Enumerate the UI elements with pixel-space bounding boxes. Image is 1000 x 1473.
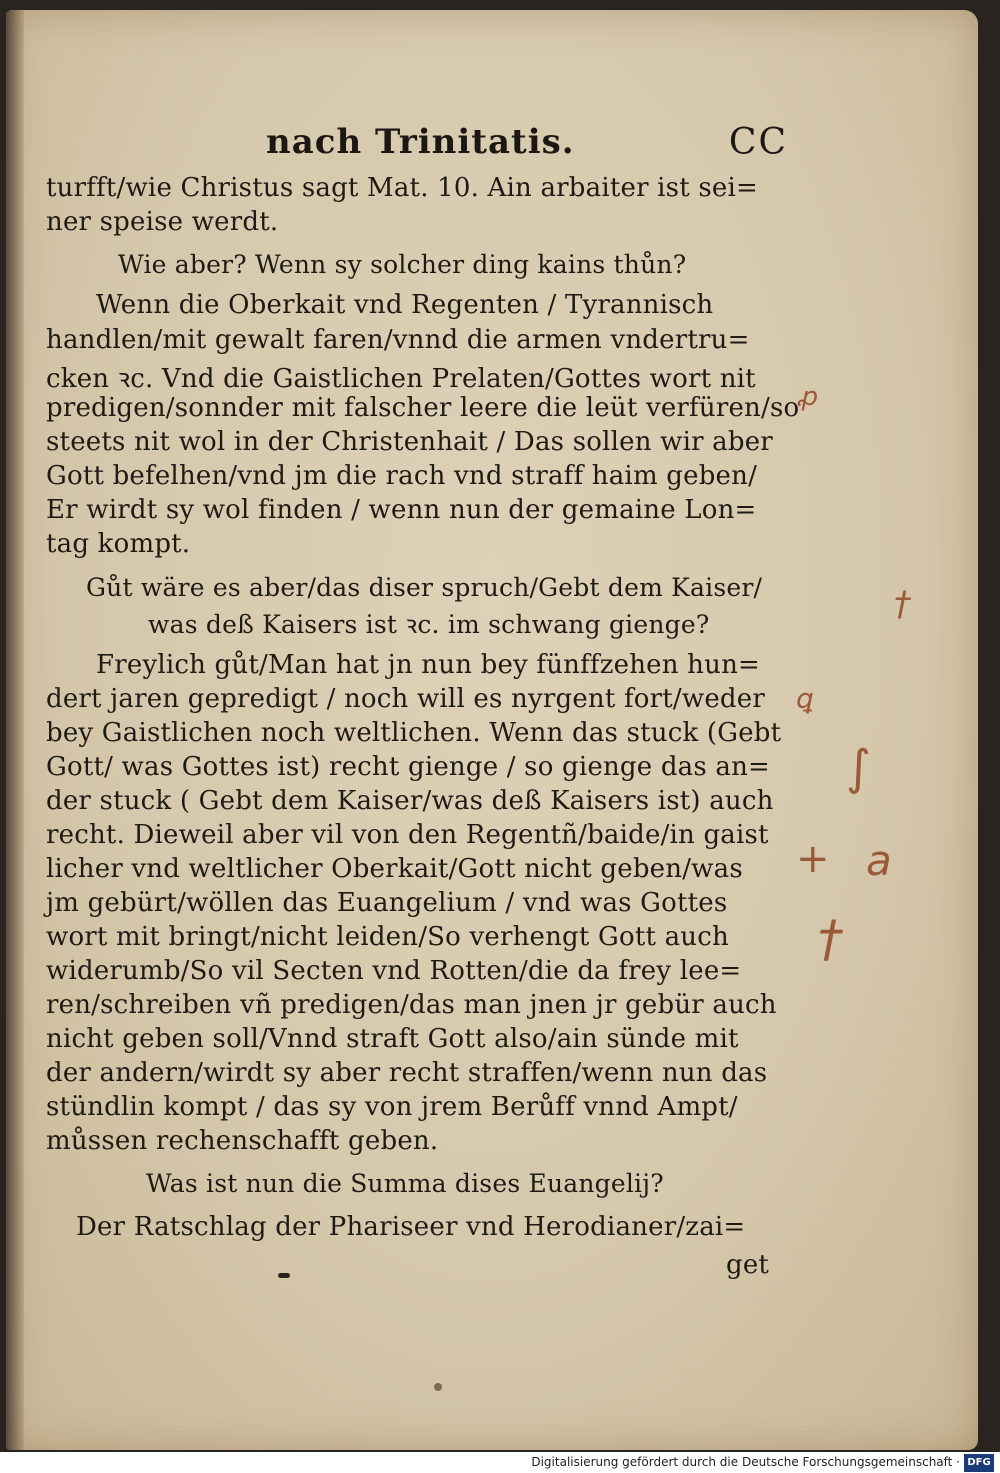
question-line: Gůt wäre es aber/das diser spruch/Gebt dem Kaiser/ [86, 573, 763, 602]
text-line: handlen/mit gewalt faren/vnnd die armen vndertru= [46, 325, 750, 355]
text-line: bey Gaistlichen noch weltlichen. Wenn das stuck (Gebt [46, 718, 782, 748]
text-line: widerumb/So vil Secten vnd Rotten/die da frey lee= [46, 956, 742, 986]
text-line: Gott/ was Gottes ist) recht gienge / so gienge das an= [46, 752, 771, 782]
text-line: Wenn die Oberkait vnd Regenten / Tyrannisch [96, 290, 714, 320]
margin-note: a [866, 836, 892, 885]
running-title: nach Trinitatis. [266, 122, 575, 162]
margin-note: + [796, 836, 830, 882]
text-line: recht. Dieweil aber vil von den Regentñ/baide/in gaist [46, 820, 769, 850]
folio-number: CC [728, 122, 788, 163]
text-line: licher vnd weltlicher Oberkait/Gott nicht geben/was [46, 854, 743, 884]
ink-speck [278, 1273, 290, 1278]
dfg-logo: DFG [964, 1454, 994, 1472]
ink-speck [434, 1383, 442, 1391]
text-line: steets nit wol in der Christenhait / Das sollen wir aber [46, 427, 773, 457]
text-line: Er wirdt sy wol finden / wenn nun der gemaine Lon= [46, 495, 757, 525]
margin-note: ∫ [846, 740, 872, 796]
question-line: was deß Kaisers ist ꝛc. im schwang gienge? [148, 610, 710, 639]
margin-note: ꝗ [796, 682, 814, 715]
text-line: tag kompt. [46, 529, 191, 559]
text-line: cken ꝛc. Vnd die Gaistlichen Prelaten/Gottes wort nit [46, 364, 756, 394]
digitization-footer [0, 1452, 1000, 1473]
text-line: jm gebürt/wöllen das Euangelium / vnd was Gottes [46, 888, 728, 918]
margin-note: † [894, 584, 911, 624]
text-line: nicht geben soll/Vnnd straft Gott also/ain sünde mit [46, 1024, 739, 1054]
text-line: Freylich gůt/Man hat jn nun bey fünffzehen hun= [96, 650, 760, 680]
text-line: stündlin kompt / das sy von jrem Berůff vnnd Ampt/ [46, 1092, 738, 1122]
text-line: ren/schreiben vñ predigen/das man jnen jr gebür auch [46, 990, 777, 1020]
text-line: predigen/sonnder mit falscher leere die leüt verfüren/so [46, 393, 800, 423]
text-line: der stuck ( Gebt dem Kaiser/was deß Kaisers ist) auch [46, 786, 774, 816]
text-line: Der Ratschlag der Phariseer vnd Herodianer/zai= [76, 1212, 746, 1242]
text-line: můssen rechenschafft geben. [46, 1126, 439, 1156]
text-line: Gott befelhen/vnd jm die rach vnd straff haim geben/ [46, 461, 758, 491]
question-line: Wie aber? Wenn sy solcher ding kains thůn? [118, 250, 687, 279]
margin-note: † [818, 910, 843, 968]
text-line: wort mit bringt/nicht leiden/So verhengt Gott auch [46, 922, 729, 952]
text-line: turfft/wie Christus sagt Mat. 10. Ain arbaiter ist sei= [46, 173, 758, 203]
question-line: Was ist nun die Summa dises Euangelij? [146, 1169, 664, 1198]
catchword: get [726, 1250, 770, 1280]
text-line: dert jaren gepredigt / noch will es nyrgent fort/weder [46, 684, 765, 714]
footer-credit: Digitalisierung gefördert durch die Deutsche Forschungsgemeinschaft · [531, 1455, 960, 1469]
margin-note: ꝓ [798, 382, 819, 412]
book-page [6, 10, 978, 1450]
text-line: der andern/wirdt sy aber recht straffen/wenn nun das [46, 1058, 768, 1088]
text-line: ner speise werdt. [46, 207, 279, 237]
page-spine-shadow [6, 10, 24, 1450]
